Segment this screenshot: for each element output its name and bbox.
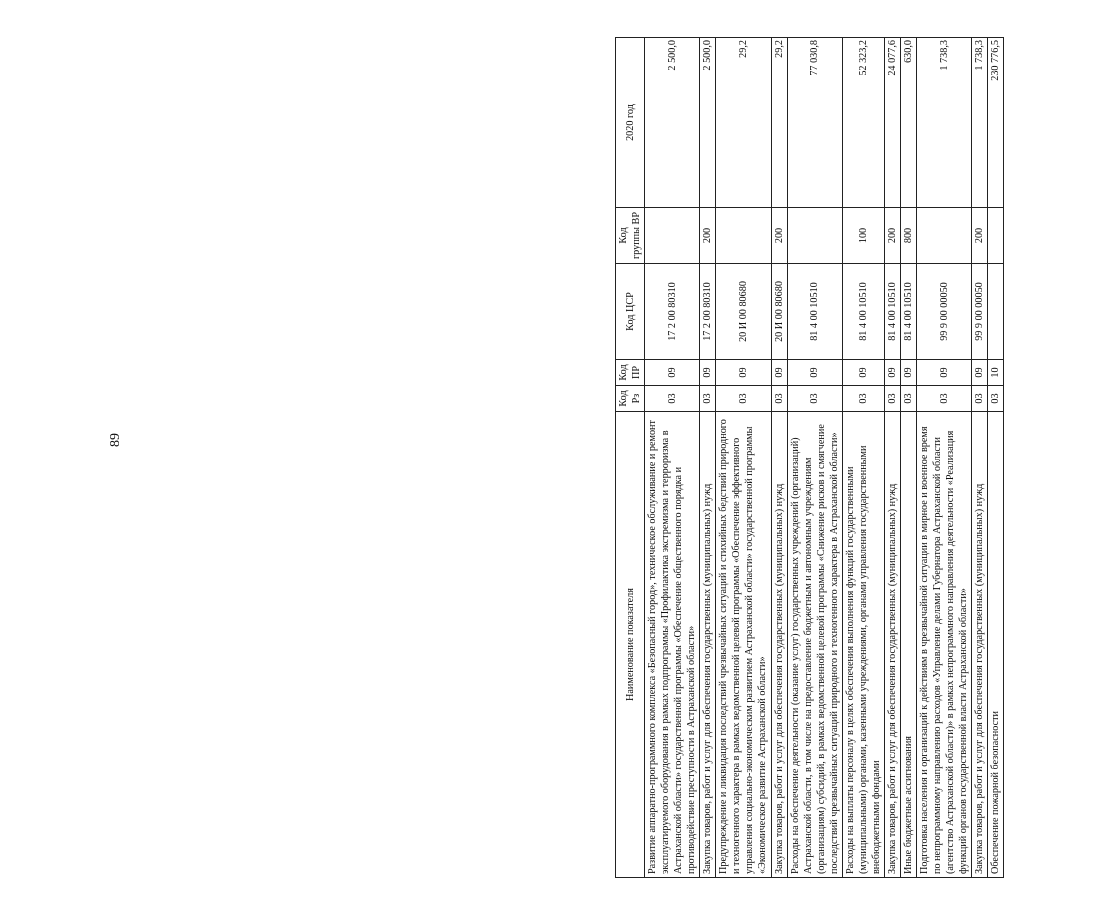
row-amount: 2 500,0 (645, 38, 700, 208)
table-row (700, 38, 716, 878)
row-csr: 81 4 00 10510 (884, 264, 900, 360)
row-pr: 09 (972, 360, 988, 386)
row-csr: 81 4 00 10510 (900, 264, 916, 360)
row-csr: 17 2 00 80310 (700, 264, 716, 360)
row-pr: 09 (900, 360, 916, 386)
header-vr: Код группы ВР (616, 208, 645, 264)
row-name: Расходы на выплаты персоналу в целях обеспечения выполнения функций государственными (муниципальными) органами, казенными учреждениями, органами управления государственными внебюджетными фондами (842, 412, 884, 878)
table-row (972, 38, 988, 878)
row-amount: 77 030,8 (787, 38, 842, 208)
header-csr: Код ЦСР (616, 264, 645, 360)
row-vr: 200 (700, 208, 716, 264)
header-rz: Код Рз (616, 386, 645, 412)
row-amount: 2 500,0 (700, 38, 716, 208)
page-number: 89 (108, 433, 123, 447)
row-rz: 03 (645, 386, 700, 412)
row-amount: 29,2 (771, 38, 787, 208)
row-pr: 09 (645, 360, 700, 386)
row-rz: 03 (716, 386, 771, 412)
table-row (842, 38, 884, 878)
row-csr: 99 9 00 00050 (916, 264, 971, 360)
row-vr: 800 (900, 208, 916, 264)
row-vr (988, 208, 1004, 264)
row-csr: 17 2 00 80310 (645, 264, 700, 360)
row-vr (787, 208, 842, 264)
row-amount: 230 776,5 (988, 38, 1004, 208)
table-row (771, 38, 787, 878)
row-amount: 1 738,3 (916, 38, 971, 208)
row-pr: 09 (787, 360, 842, 386)
row-name: Закупка товаров, работ и услуг для обеспечения государственных (муниципальных) нужд (972, 412, 988, 878)
row-csr: 99 9 00 00050 (972, 264, 988, 360)
header-name: Наименование показателя (616, 412, 645, 878)
row-vr (645, 208, 700, 264)
row-rz: 03 (771, 386, 787, 412)
table-row (900, 38, 916, 878)
row-csr: 81 4 00 10510 (787, 264, 842, 360)
row-amount: 52 323,2 (842, 38, 884, 208)
row-rz: 03 (700, 386, 716, 412)
row-pr: 09 (916, 360, 971, 386)
row-rz: 03 (916, 386, 971, 412)
row-pr: 09 (716, 360, 771, 386)
row-name: Подготовка населения и организаций к действиям в чрезвычайной ситуации в мирное и военное время по непрограммному направлению расходов «Управление делами Губернатора Астраханской области (агентство Астраханской области)» в рамках непрограммного направления деятельности «Реализация функций органов государственной власти Астраханской области» (916, 412, 971, 878)
table-row (645, 38, 700, 878)
row-rz: 03 (787, 386, 842, 412)
row-rz: 03 (900, 386, 916, 412)
row-csr: 20 И 00 80680 (716, 264, 771, 360)
row-rz: 03 (988, 386, 1004, 412)
row-name: Закупка товаров, работ и услуг для обеспечения государственных (муниципальных) нужд (884, 412, 900, 878)
row-name: Закупка товаров, работ и услуг для обеспечения государственных (муниципальных) нужд (700, 412, 716, 878)
row-vr: 200 (884, 208, 900, 264)
row-name: Закупка товаров, работ и услуг для обеспечения государственных (муниципальных) нужд (771, 412, 787, 878)
table-row (716, 38, 771, 878)
row-csr: 81 4 00 10510 (842, 264, 884, 360)
row-amount: 1 738,3 (972, 38, 988, 208)
row-vr: 200 (771, 208, 787, 264)
row-amount: 24 077,6 (884, 38, 900, 208)
row-name: Иные бюджетные ассигнования (900, 412, 916, 878)
row-name: Расходы на обеспечение деятельности (оказание услуг) государственных учреждений (организаций) Астраханской области, в том числе на предоставление бюджетным и автономным учреждениям (организациям) субсидий, в рамках ведомственной целевой программы «Снижение рисков и смягчение последствий чрезвычайных ситуаций природного и техногенного характера в Астраханской области» (787, 412, 842, 878)
row-name: Обеспечение пожарной безопасности (988, 412, 1004, 878)
table-row (988, 38, 1004, 878)
row-rz: 03 (972, 386, 988, 412)
table-row (916, 38, 971, 878)
row-pr: 09 (771, 360, 787, 386)
row-pr: 10 (988, 360, 1004, 386)
row-csr: 20 И 00 80680 (771, 264, 787, 360)
table-row (884, 38, 900, 878)
budget-table (615, 37, 1004, 878)
row-vr: 200 (972, 208, 988, 264)
row-amount: 29,2 (716, 38, 771, 208)
row-csr (988, 264, 1004, 360)
row-vr (916, 208, 971, 264)
rotated-page (615, 38, 1115, 878)
row-name: Предупреждение и ликвидация последствий чрезвычайных ситуаций и стихийных бедствий природного и техногенного характера в рамках ведомственной целевой программы «Обеспечение эффективного управления социально-экономическим развитием Астраханской области» государственной программы «Экономическое развитие Астраханской области» (716, 412, 771, 878)
table-row (787, 38, 842, 878)
row-amount: 630,0 (900, 38, 916, 208)
row-pr: 09 (700, 360, 716, 386)
row-vr: 100 (842, 208, 884, 264)
row-rz: 03 (884, 386, 900, 412)
header-pr: Код ПР (616, 360, 645, 386)
row-vr (716, 208, 771, 264)
row-rz: 03 (842, 386, 884, 412)
row-pr: 09 (884, 360, 900, 386)
row-pr: 09 (842, 360, 884, 386)
table-header-row (616, 38, 645, 878)
row-name: Развитие аппаратно-программного комплекса «Безопасный город», техническое обслуживание и ремонт эксплуатируемого оборудования в рамках подпрограммы «Профилактика экстремизма и терроризма в Астраханской области» государственной программы «Обеспечение общественного порядка и противодействие преступности в Астраханской области» (645, 412, 700, 878)
header-year: 2020 год (616, 38, 645, 208)
